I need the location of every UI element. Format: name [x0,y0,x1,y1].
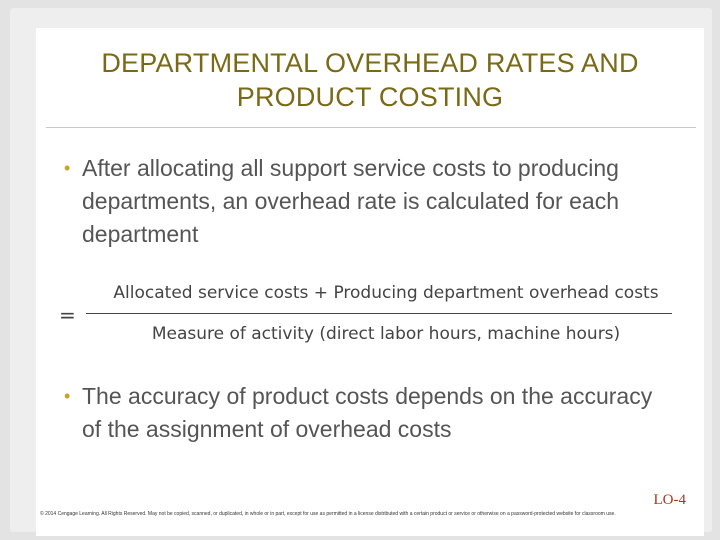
learning-objective-label: LO-4 [653,492,686,508]
bullet-item [64,152,664,251]
bullet-dot-icon: • [64,158,71,178]
slide-title-line-2: PRODUCT COSTING [236,82,504,112]
formula-numerator: Allocated service costs + Producing department overhead costs [113,283,659,303]
bullet-item [64,380,664,446]
bullet-text: After allocating all support service costs to producing departments, an overhead rate is calculated for each department [82,155,619,247]
slide-title [36,46,704,114]
fraction-bar [86,313,672,314]
bullet-text: The accuracy of product costs depends on the accuracy of the assignment of overhead costs [82,383,653,442]
title-divider [46,127,696,128]
slide-title-line-1: DEPARTMENTAL OVERHEAD RATES AND [101,48,639,78]
bullet-dot-icon: • [64,386,71,406]
slide-frame [10,8,712,532]
formula-denominator: Measure of activity (direct labor hours, machine hours) [151,324,621,344]
slide [36,28,704,536]
equals-sign: = [59,303,76,327]
copyright-notice: © 2014 Cengage Learning. All Rights Reserved. May not be copied, scanned, or duplicated, in whole or in part, except for use as permitted in a license distributed with a certain product or service or otherwise on a password-protected website for classroom use. [40,511,616,517]
